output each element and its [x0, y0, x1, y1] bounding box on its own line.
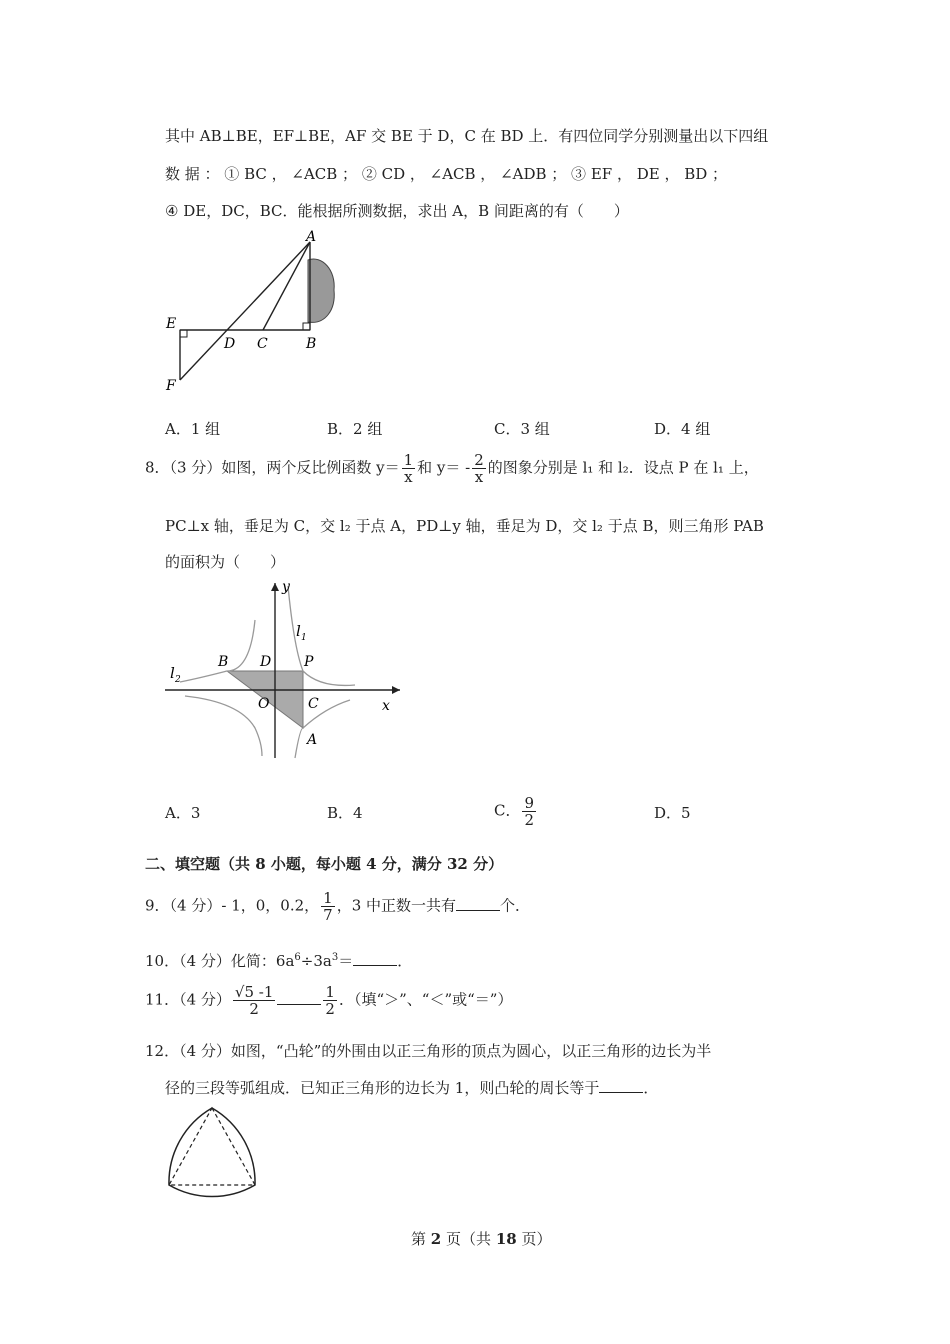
q8-line-1 [145, 452, 759, 485]
footer-page-number: 2 [430, 1230, 442, 1248]
q10-eq: ＝ [338, 952, 354, 970]
q10-end: ． [397, 952, 413, 970]
q12-line-2-text: 径的三段等弧组成．已知正三角形的边长为 1，则凸轮的周长等于 [165, 1079, 600, 1097]
q8-label-x: x [382, 698, 390, 714]
q11-num-2: 1 [325, 983, 335, 1001]
q10-mid: ÷3a [300, 952, 332, 970]
q8-prefix: 8．（3 分）如图，两个反比例函数 y＝ [145, 458, 400, 477]
q7-option-d: D．4 组 [654, 420, 711, 438]
q11 [145, 984, 512, 1017]
q8-option-b: B．4 [327, 804, 363, 822]
q11-answer-blank[interactable] [277, 990, 321, 1005]
q7-label-a: A [306, 229, 317, 245]
q12-line-2 [165, 1078, 658, 1098]
q7-label-b: B [306, 336, 317, 352]
q8-option-c [494, 795, 538, 828]
q8-option-a: A．3 [165, 804, 201, 822]
footer-pre: 第 [411, 1230, 427, 1248]
footer-post: 页） [521, 1230, 552, 1248]
q9-suffix: ，3 中正数一共有 [336, 896, 456, 915]
section-2-title: 二、填空题（共 8 小题，每小题 4 分，满分 32 分） [145, 855, 504, 873]
q10 [145, 948, 412, 971]
q7-figure [160, 230, 360, 400]
q12-answer-blank[interactable] [599, 1078, 643, 1093]
q7-option-c: C．3 组 [494, 420, 550, 438]
q8-line-2: PC⊥x 轴，垂足为 C，交 l₂ 于点 A，PD⊥y 轴，垂足为 D，交 l₂ 于点 B，则三角形 PAB [165, 517, 764, 535]
q8-option-c-fraction [522, 795, 536, 828]
q10-exp-1: 6 [294, 952, 301, 963]
q7-line-2: 数 据 ： ① BC ， ∠ACB ； ② CD ， ∠ACB ， ∠ADB ； ③ EF ， DE ， BD ； [165, 165, 728, 183]
q10-exp-2: 3 [331, 952, 339, 963]
q8-option-c-label: C． [494, 801, 521, 820]
q8-option-c-num: 9 [524, 794, 535, 812]
q8-label-c: C [308, 696, 319, 712]
q8-option-d: D．5 [654, 804, 691, 822]
q8-fraction-1 [402, 452, 416, 485]
q8-label-l1-sub: 1 [301, 633, 307, 643]
q8-fraction-2-den: x [474, 468, 484, 486]
q11-fraction-1 [233, 984, 275, 1017]
q8-label-y: y [282, 579, 290, 595]
q11-den-2: 2 [325, 1000, 335, 1018]
q11-den-1: 2 [249, 1000, 259, 1018]
q10-answer-blank[interactable] [353, 951, 397, 966]
q8-label-l1: l [296, 622, 301, 640]
q7-option-b: B．2 组 [327, 420, 383, 438]
q7-line-3: ④ DE，DC，BC．能根据所测数据，求出 A，B 间距离的有（ ） [165, 202, 629, 220]
q7-line-1: 其中 AB⊥BE，EF⊥BE，AF 交 BE 于 D，C 在 BD 上．有四位同学分别测量出以下四组 [165, 127, 769, 145]
q8-fraction-1-num: 1 [403, 451, 414, 469]
q8-label-b: B [218, 654, 229, 670]
q8-fraction-2 [472, 452, 486, 485]
q9-prefix: 9．（4 分）- 1，0，0.2， [145, 896, 320, 915]
q7-label-e: E [166, 316, 177, 332]
q8-label-l2: l [170, 664, 175, 682]
q8-label-a: A [307, 732, 318, 748]
q9-den: 7 [323, 906, 333, 924]
q10-prefix: 10．（4 分）化简：6a [145, 952, 295, 970]
q12-figure [162, 1105, 262, 1195]
q8-mid: 和 y＝ - [417, 458, 471, 477]
q9-end: 个． [500, 896, 531, 915]
q9-num: 1 [323, 889, 333, 907]
q8-label-o: O [258, 696, 270, 712]
footer-mid: 页（共 [446, 1230, 492, 1248]
q9-fraction [321, 890, 335, 923]
q7-option-a: A．1 组 [165, 420, 221, 438]
q8-line-3: 的面积为（ ） [165, 553, 286, 571]
q8-fraction-1-den: x [404, 468, 413, 486]
q9 [145, 890, 530, 923]
q8-label-l2-sub: 2 [175, 675, 181, 685]
footer-total-pages: 18 [495, 1230, 517, 1248]
page-footer [411, 1229, 551, 1249]
q12-line-1: 12．（4 分）如图，“凸轮”的外围由以正三角形的顶点为圆心，以正三角形的边长为半 [145, 1042, 712, 1060]
q12-end: ． [643, 1079, 659, 1097]
q8-suffix: 的图象分别是 l₁ 和 l₂．设点 P 在 l₁ 上， [487, 458, 759, 477]
q8-figure [160, 578, 410, 763]
q11-num-1: √5 -1 [234, 983, 274, 1001]
q11-prefix: 11．（4 分） [145, 990, 231, 1009]
q8-label-p: P [304, 654, 314, 670]
q8-label-d: D [260, 654, 272, 670]
q8-option-c-den: 2 [524, 811, 535, 829]
q9-answer-blank[interactable] [456, 896, 500, 911]
q8-fraction-2-num: 2 [474, 451, 484, 469]
q11-suffix: ．（填“＞”、“＜”或“＝”） [338, 990, 513, 1009]
q7-label-d: D [224, 336, 236, 352]
q7-label-f: F [166, 378, 176, 394]
q7-label-c: C [257, 336, 268, 352]
q11-fraction-2 [323, 984, 337, 1017]
